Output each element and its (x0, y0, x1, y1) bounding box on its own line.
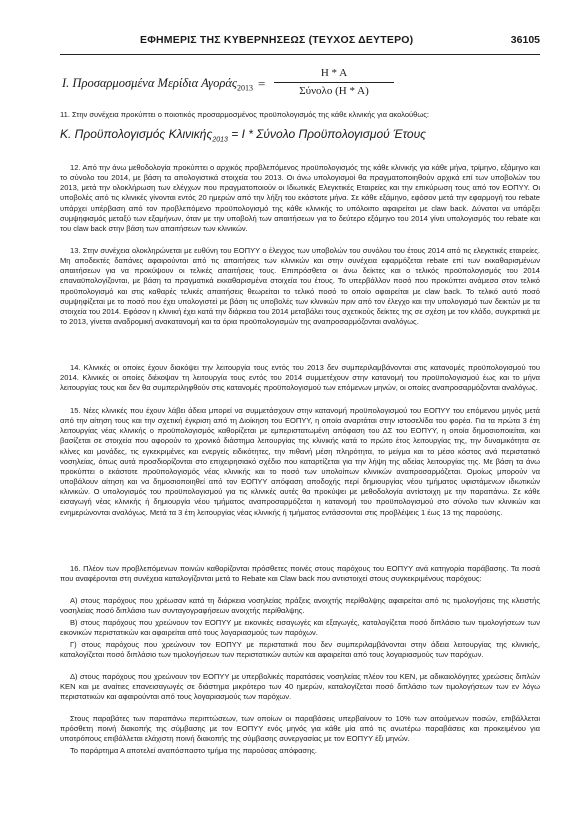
journal-title: ΕΦΗΜΕΡΙΣ ΤΗΣ ΚΥΒΕΡΝΗΣΕΩΣ (ΤΕΥΧΟΣ ΔΕΥΤΕΡΟ) (140, 34, 414, 46)
paragraph-16b: Β) στους παρόχους που χρεώνουν τον ΕΟΠΥΥ με εικονικές εισαγωγές και εξαγωγές, καταλογίζεται ποσό διπλάσιο των τιμολογήσεων των εικονικών περιστατικών και αφαιρείται από τους λογαριασμούς των παρόχων. (60, 618, 540, 638)
paragraph-13: 13. Στην συνέχεια ολοκληρώνεται με ευθύνη του ΕΟΠΥΥ ο έλεγχος των υποβολών του συνόλου του έτους 2014 από τις ελεγκτικές εταιρείες. Μη αποδεκτές δαπάνες αφαιρούνται από τις απαιτήσεις των κλινικών και στην συνέχεια εφαρμόζεται rebate επί των εκκαθαρισμένων απαιτήσεων για να προκύψουν οι τελικές απαιτήσεις τους. Επιπρόσθετα οι άνω δείκτες και ο τελικός προϋπολογισμός του 2014 επαναϋπολογίζονται, με βάση τα πραγματικά εκκαθαρισμένα στοιχεία του έτους. Το υπερβάλλον ποσό που προκύπτει ανάμεσα στον τελικό προϋπολογισμό και στις καθαρές τελικές απαιτήσεις θεωρείται το τελικό ποσό το οποίο αφαιρείται με claw back. Το τελικό αυτό ποσό συμψηφίζεται με το ποσό που έχει υπολογιστεί με βάση τις υποβολές των κλινικών πριν από τον έλεγχο και την υπολογισμό των δεικτών με τα στοιχεία του 2014. Εφόσον η κλινική έχει κατά την διάρκεια του 2014 μεταβάλει τους σχετικούς δείκτες της σε σχέση με τον κλάδο, συγκριτικά με το 2013, γίνεται αναδρομική ανακατανομή και τα όρια προϋπολογισμών της αναπροσαρμόζονται αναλόγως. (60, 246, 540, 327)
paragraph-annex-note: Το παράρτημα Α αποτελεί αναπόσπαστο τμήμα της παρούσας απόφασης. (70, 746, 318, 755)
header-divider (60, 54, 540, 55)
page-header (60, 34, 540, 50)
formula-clinic-budget: Κ. Προϋπολογισμός Κλινικής$_{2013}$ = Ι * Σύνολο Προϋπολογισμού Έτους (60, 127, 426, 144)
paragraph-16: 16. Πλέον των προβλεπόμενων ποινών καθορίζονται πρόσθετες ποινές στους παρόχους του ΕΟΠΥΥ ανά κατηγορία παράβασης. Τα ποσά που αναφέρονται στη συνέχεια καταλογίζονται μετά το Rebate και Claw back που αντιστοιχεί στους συγκεκριμένους παρόχους: (60, 564, 540, 584)
page-number: 36105 (510, 34, 540, 46)
formula-adjusted-market-share (62, 66, 422, 104)
paragraph-penalties: Στους παραβάτες των παραπάνω περιπτώσεων, των οποίων οι παραβάσεις υπερβαίνουν το 10% των αιτούμενων ποσών, επιβάλλεται πρόσθετη ποινή διακοπής της σύμβασης με τον ΕΟΠΥΥ ενός μηνός για κάθε μία από τις ανωτέρω παραβάσεις και προκειμένου για υποτρόπους επιβάλλεται ελάχιστη ποινή διακοπής της σύμβασης συνεργασίας με τον ΕΟΠΥΥ έξι μηνών. (60, 714, 540, 744)
formula-lhs: Ι. Προσαρμοσμένα Μερίδια Αγοράς$_{2013}$ (62, 76, 253, 93)
formula-fraction (274, 66, 394, 99)
paragraph-12: 12. Από την άνω μεθοδολογία προκύπτει ο αρχικός προβλεπόμενος προϋπολογισμός της κάθε κλινικής για κάθε μήνα, τρίμηνο, εξάμηνο και το σύνολο του 2014, με βάση τα απολογιστικά στοιχεία του 2013. Οι άνω υπολογισμοί θα πραγματοποιηθούν αρχικά επί των υποβολών του 2013, μετά την ολοκλήρωση των ελέγχων που πραγματοποιούν οι Ιδιωτικές Ελεγκτικές Εταιρείες και την επικύρωση τους από τον ΕΟΠΥΥ. Οι υποβολές από τις κλινικές γίνονται εντός 20 ημερών από την λήξη του εκάστοτε μήνα. Σε κάθε εξάμηνο, εφόσον μετά την εφαρμογή του rebate υπάρχει υπέρβαση από τον προβλεπόμενο προϋπολογισμό της κάθε κλινικής το υπόλοιπο αφαιρείται με claw back. Δύναται να υπάρξει συμψηφισμός μεταξύ των εξαμήνων, όταν με την υποβολή των απαιτήσεων για το δεύτερο εξάμηνο του 2014 γίνει υπολογισμός του rebate και του claw back στην βάση των απαιτήσεων των κλινικών. (60, 163, 540, 233)
fraction-bar (274, 82, 394, 83)
paragraph-16c: Γ) στους παρόχους που χρεώνουν τον ΕΟΠΥΥ με περιστατικά που δεν συμπεριλαμβάνονται στην άδεια λειτουργίας της κλινικής, καταλογίζεται ποσό διπλάσιο των τιμολογήσεων των περιστατικών αυτών και αφαιρείται από τους λογαριασμούς των παρόχων. (60, 640, 540, 660)
paragraph-15: 15. Νέες κλινικές που έχουν λάβει άδεια μπορεί να συμμετάσχουν στην κατανομή προϋπολογισμού του ΕΟΠΥΥ του επόμενου μηνός μετά από την αίτηση τους και την σχετική έγκριση από τη Διοίκηση του ΕΟΠΥΥ, η οποία αναρτάται στην ιστοσελίδα του φορέα. Για τα πρώτα 3 έτη λειτουργίας νέας κλινικής ο προϋπολογισμός καθορίζεται με εμπεριστατωμένη απόφαση του ΔΣ του ΕΟΠΥΥ, η οποία δημοσιοποιείται, και βασίζεται σε στοιχεία που αφορούν το χρονικό διάστημα λειτουργίας της κλινικής κατά το πρώτο έτος λειτουργίας της, την δυναμικότητα σε κλίνες και μονάδες, τις εγκεκριμένες και ενεργείς ειδικότητες, την πιθανή μέση πληρότητα, το μείγμα και το μέσο κόστος ανά περιστατικό νοσηλείας, όπως αυτά προσδιορίζονται στο επιχειρησιακό σχέδιο που καταρτίζεται για την λήψη της αδείας λειτουργίας της. Με βάση τα άνω προκύπτει ο εκάστοτε προϋπολογισμός νέας κλινικής και το ποσό των υπολοίπων κλινικών αναπροσαρμόζεται. Ομοίως μπορούν να υποβάλουν αίτηση και να δημοσιοποιηθεί από τον ΕΟΠΥΥ απόφαση αποδοχής περί δημιουργίας νέου τμήματος υφιστάμενων ιδιωτικών κλινικών. Ο υπολογισμός του προϋπολογισμού για τις κλινικές αυτές θα προκύψει με μεθοδολογία αντίστοιχη με την παραπάνω. Σε κάθε εισαγωγή νέας κλινικής ή δημιουργία νέου τμήματος αναπροσαρμόζεται η κατανομή του προϋπολογισμού στο σύνολο των κλινικών και ενημερώνονται αναλόγως. Μετά τα 3 έτη λειτουργίας νέας κλινικής ή τμήματος εντάσσονται στις προβλέψεις 1 έως 13 της παρούσης. (60, 406, 540, 517)
formula-numerator: Η * Α (320, 67, 348, 79)
paragraph-16d: Δ) στους παρόχους που χρεώνουν τον ΕΟΠΥΥ με υπερβολικές παρατάσεις νοσηλείας πλέον του ΚΕΝ, με αδικαιολόγητες χρεώσεις διπλών ΚΕΝ και με αναίτιες επανεισαγωγές σε διάστημα μικρότερο των 40 ημερών, καταλογίζεται ποσό διπλάσιο των τιμολογήσεων των εν λόγω περιστατικών και αφαιρούνται από τους λογαριασμούς των παρόχων. (60, 672, 540, 702)
paragraph-11: 11. Στην συνέχεια προκύπτει ο ποιοτικός προσαρμοσμένος προϋπολογισμός της κάθε κλινικής για ακολούθως: (60, 110, 429, 119)
formula-denominator: Σύνολο (Η * Α) (299, 85, 369, 97)
formula-equals: = (258, 76, 266, 91)
paragraph-14: 14. Κλινικές οι οποίες έχουν διακόψει την λειτουργία τους εντός του 2013 δεν συμπεριλαμβάνονται στις κατανομές προϋπολογισμού του 2014. Κλινικές οι οποίες διέκοψαν τη λειτουργία τους εντός του 2014 συμμετέχουν στην κατανομή του προϋπολογισμού έως και το μήνα λειτουργίας τους και δεν θα συμπεριληφθούν στις κατανομές προϋπολογισμού των επόμενων μηνών, οι οποίες αναπροσαρμόζονται αναλόγως. (60, 363, 540, 393)
paragraph-16a: Α) στους παρόχους που χρέωσαν κατά τη διάρκεια νοσηλείας πράξεις ανοιχτής περίθαλψης αφαιρείται από τις τιμολογήσεις της κλειστής νοσηλείας ποσό διπλάσιο των συνταγογραφήσεων ανοιχτής περίθαλψης. (60, 596, 540, 616)
